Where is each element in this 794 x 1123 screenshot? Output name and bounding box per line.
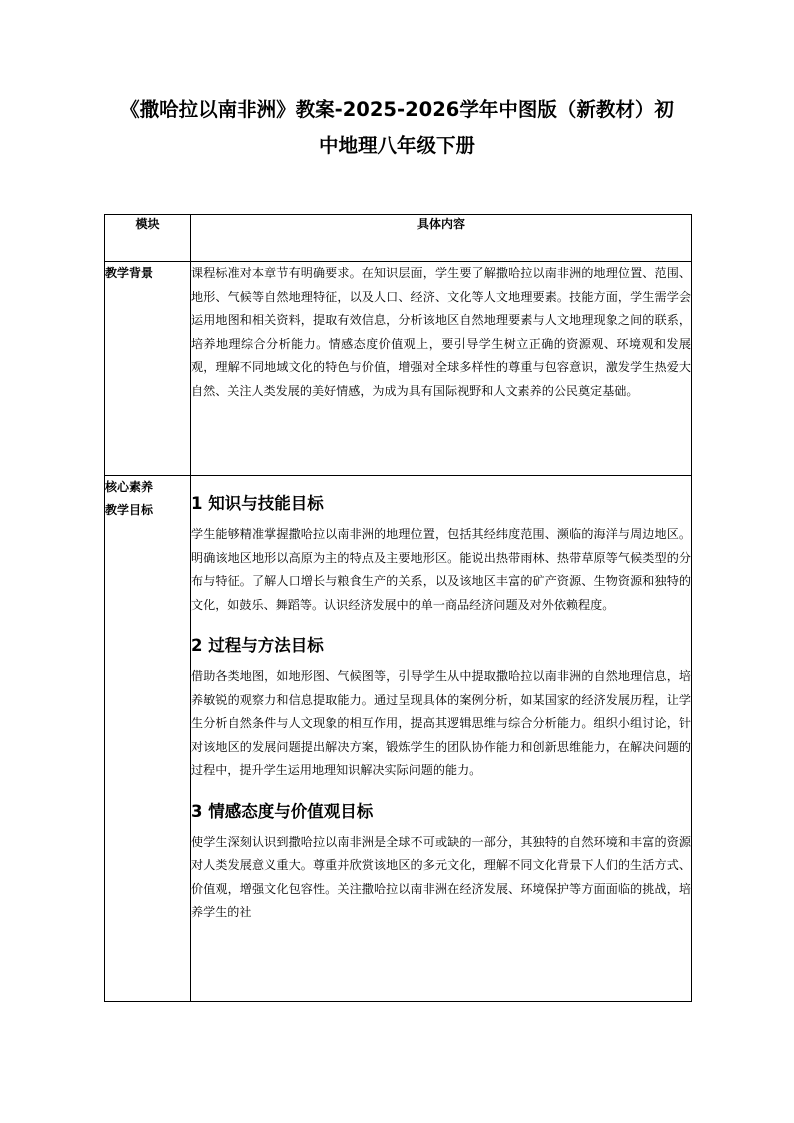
section-text-process-method: 借助各类地图，如地形图、气候图等，引导学生从中提取撒哈拉以南非洲的自然地理信息，培养敏锐的观察力和信息提取能力。通过呈现具体的案例分析，如某国家的经济发展历程，让学生分析自然条件与人文现象的相互作用，提高其逻辑思维与综合分析能力。组织小组讨论，针对该地区的发展问题提出解决方案，锻炼学生的团队协作能力和创新思维能力，在解决问题的过程中，提升学生运用地理知识解决实际问题的能力。 — [191, 669, 691, 777]
row-content-teaching-background — [191, 262, 692, 476]
label-line-core-literacy: 核心素养 — [105, 480, 154, 494]
header-content: 具体内容 — [191, 215, 692, 262]
title-line-1: 《撒哈拉以南非洲》教案-2025-2026学年中图版（新教材）初 — [120, 98, 674, 121]
label-line-teaching-goals: 教学目标 — [105, 503, 154, 517]
lesson-plan-table — [104, 214, 692, 1002]
goals-content-wrapper — [191, 476, 691, 998]
section-text-knowledge-skills: 学生能够精准掌握撒哈拉以南非洲的地理位置，包括其经纬度范围、濒临的海洋与周边地区。明确该地区地形以高原为主的特点及主要地形区。能说出热带雨林、热带草原等气候类型的分布与特征。了解人口增长与粮食生产的关系，以及该地区丰富的矿产资源、生物资源和独特的文化，如鼓乐、舞蹈等。认识经济发展中的单一商品经济问题及对外依赖程度。 — [191, 527, 691, 612]
section-text-attitude-values: 使学生深刻认识到撒哈拉以南非洲是全球不可或缺的一部分，其独特的自然环境和丰富的资源对人类发展意义重大。尊重并欣赏该地区的多元文化，理解不同文化背景下人们的生活方式、价值观，增强文化包容性。关注撒哈拉以南非洲在经济发展、环境保护等方面面临的挑战，培养学生的社 — [191, 834, 691, 919]
table-header-row — [105, 215, 692, 262]
row-label-teaching-background: 教学背景 — [105, 262, 191, 476]
row-content-core-goals — [191, 476, 692, 1002]
document-title — [0, 92, 794, 164]
background-paragraph: 课程标准对本章节有明确要求。在知识层面，学生要了解撒哈拉以南非洲的地理位置、范围、地形、气候等自然地理特征，以及人口、经济、文化等人文地理要素。技能方面，学生需学会运用地图和相关资料，提取有效信息，分析该地区自然地理要素与人文地理现象之间的联系，培养地理综合分析能力。情感态度价值观上，要引导学生树立正确的资源观、环境观和发展观，理解不同地域文化的特色与价值，增强对全球多样性的尊重与包容意识，激发学生热爱大自然、关注人类发展的美好情感，为成为具有国际视野和人文素养的公民奠定基础。 — [191, 266, 691, 398]
section-heading-process-method: 2 过程与方法目标 — [191, 636, 324, 655]
title-line-2: 中地理八年级下册 — [318, 134, 475, 157]
table-row-teaching-background — [105, 262, 692, 476]
row-label-core-goals — [105, 476, 191, 1002]
table-row-core-goals — [105, 476, 692, 1002]
section-heading-knowledge-skills: 1 知识与技能目标 — [191, 494, 324, 513]
section-heading-attitude-values: 3 情感态度与价值观目标 — [191, 801, 374, 821]
header-module: 模块 — [105, 215, 191, 262]
